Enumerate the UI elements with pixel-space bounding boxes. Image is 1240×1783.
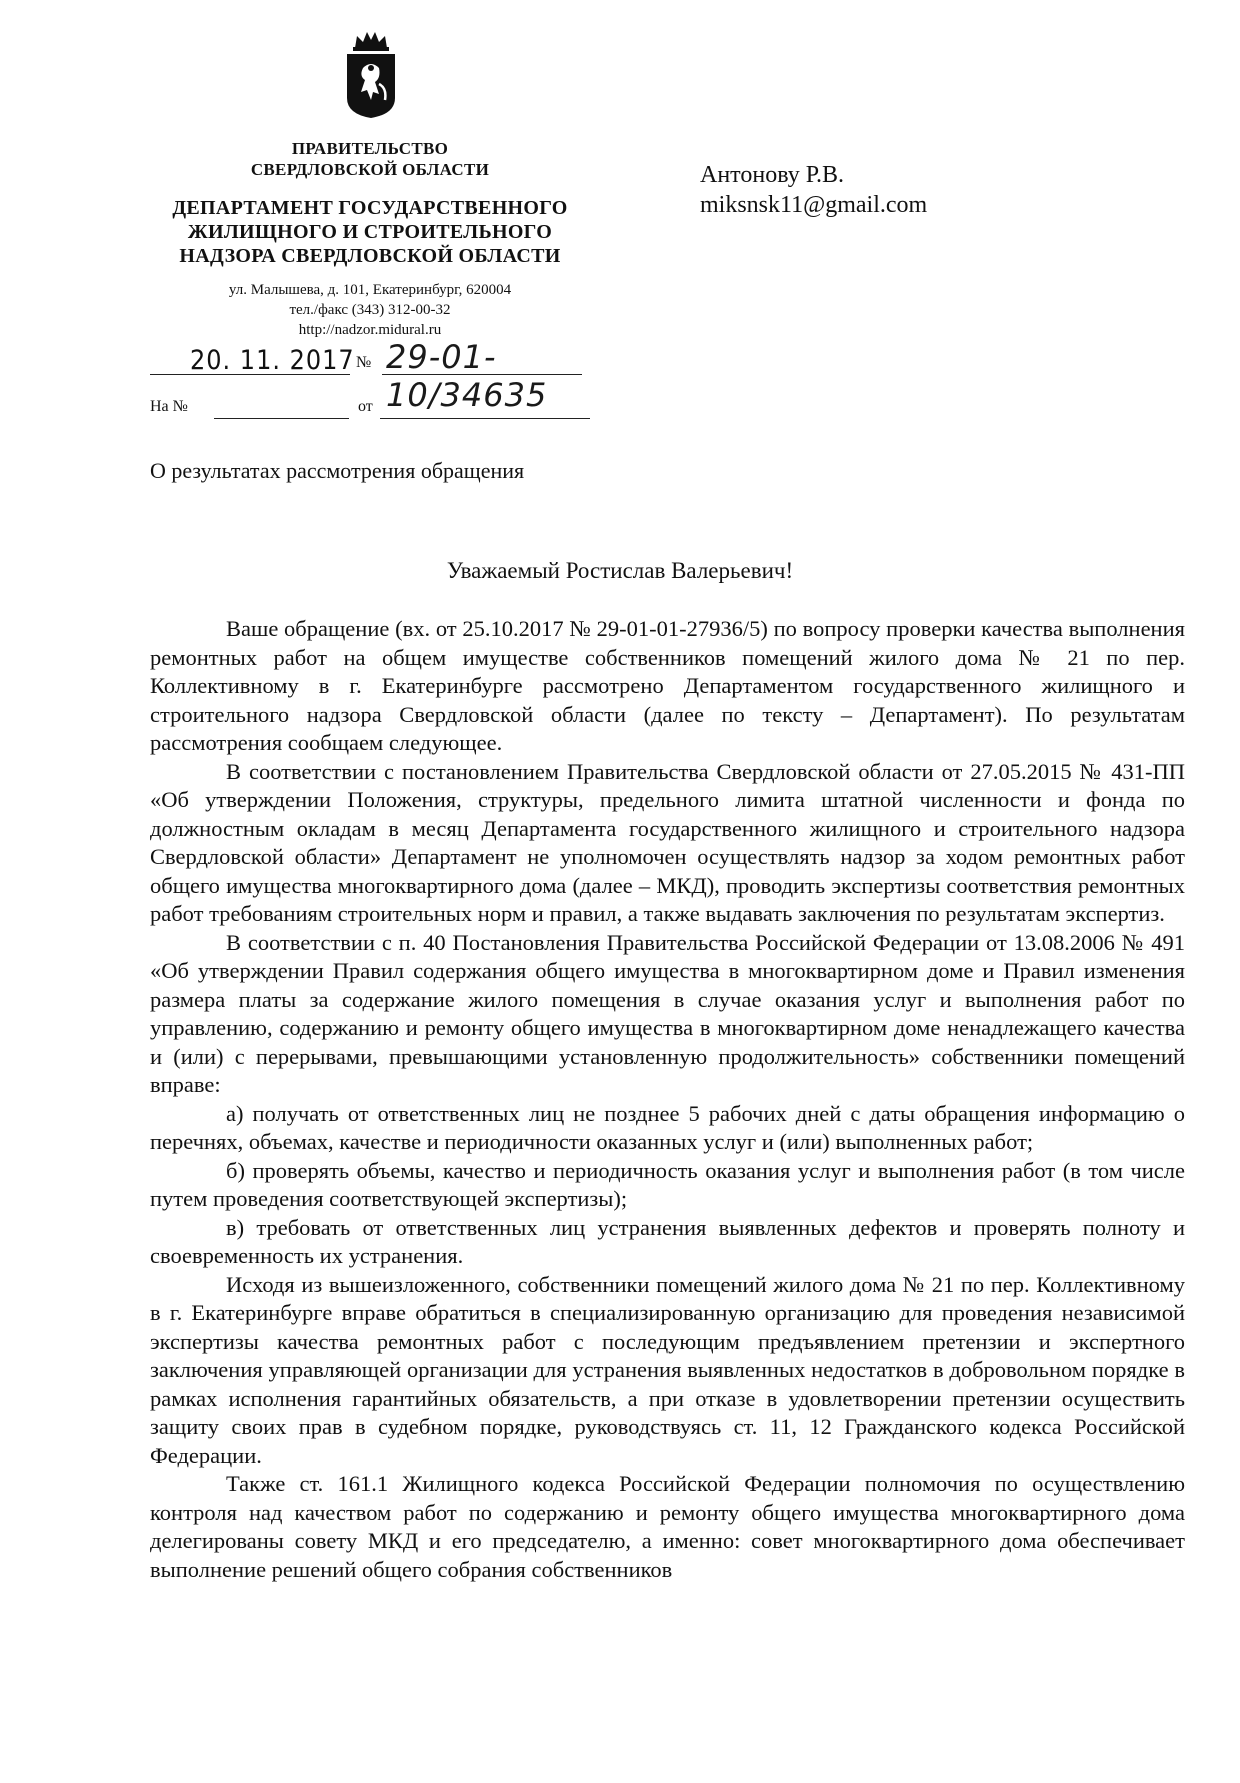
coat-of-arms-icon <box>343 28 399 120</box>
recipient-name: Антонову Р.В. <box>700 162 845 188</box>
reply-reference <box>150 392 590 422</box>
body-paragraph: Ваше обращение (вх. от 25.10.2017 № 29-01-01-27936/5) по вопросу проверки качества выполнения ремонтных работ на общем имуществе собственников помещений жилого дома № 21 по пер. Коллективному в г. Екатеринбурге рассмотрено Департаментом государственного жилищного и строительного надзора Свердловской области (далее по тексту – Департамент). По результатам рассмотрения сообщаем следующее. <box>150 616 1185 755</box>
government-title <box>130 138 610 180</box>
body-paragraph: а) получать от ответственных лиц не позднее 5 рабочих дней с даты обращения информацию о перечнях, объемах, качестве и периодичности оказанных услуг и (или) выполненных работ; <box>150 1100 1185 1154</box>
website-line: http://nadzor.midural.ru <box>298 322 442 338</box>
salutation: Уважаемый Ростислав Валерьевич! <box>446 558 794 583</box>
body-paragraph: Также ст. 161.1 Жилищного кодекса Российской Федерации полномочия по осуществлению контроля над качеством работ по содержанию и ремонту общего имущества многоквартирного дома делегированы совету МКД и его председателю, а именно: совет многоквартирного дома обеспечивает выполнение решений общего собрания собственников <box>150 1471 1185 1582</box>
phone-line: тел./факс (343) 312-00-32 <box>289 302 451 318</box>
letter-subject: О результатах рассмотрения обращения <box>150 458 525 483</box>
department-line: ДЕПАРТАМЕНТ ГОСУДАРСТВЕННОГО <box>172 197 568 219</box>
body-paragraph: в) требовать от ответственных лиц устранения выявленных дефектов и проверять полноту и своевременность их устранения. <box>150 1214 1185 1268</box>
body-paragraph: б) проверять объемы, качество и периодичность оказания услуг и выполнения работ (в том числе путем проведения соответствующей экспертизы); <box>150 1157 1185 1211</box>
number-sign: № <box>356 354 372 371</box>
government-line: СВЕРДЛОВСКОЙ ОБЛАСТИ <box>250 160 490 179</box>
body-paragraph: Исходя из вышеизложенного, собственники помещений жилого дома № 21 по пер. Коллективному в г. Екатеринбурге вправе обратиться в специализированную организацию для проведения независимой экспертизы качества ремонтных работ с последующим предъявлением претензии и экспертного заключения управляющей организации для устранения выявленных недостатков в добровольном порядке в рамках исполнения гарантийных обязательств, а при отказе в удовлетворении претензии осуществить защиту своих прав в судебном порядке, руководствуясь ст. 11, 12 Гражданского кодекса Российской Федерации. <box>150 1271 1185 1468</box>
department-title <box>130 196 610 268</box>
recipient-block <box>700 160 927 220</box>
outgoing-date: 20. 11. 2017 <box>190 344 355 376</box>
outgoing-number: 29-01-10/34635 <box>386 338 548 414</box>
body-paragraph: В соответствии с п. 40 Постановления Правительства Российской Федерации от 13.08.2006 № 491 «Об утверждении Правил содержания общего имущества в многоквартирном доме и Правил изменения размера платы за содержание жилого помещения в случае оказания услуг и выполнения работ по управлению, содержанию и ремонту общего имущества в многоквартирном доме ненадлежащего качества и (или) с перерывами, превышающими установленную продолжительность» собственники помещений вправе: <box>150 929 1185 1097</box>
reply-number-blank <box>214 418 349 419</box>
department-line: ЖИЛИЩНОГО И СТРОИТЕЛЬНОГО <box>187 221 553 243</box>
department-line: НАДЗОРА СВЕРДЛОВСКОЙ ОБЛАСТИ <box>179 245 561 267</box>
address-line: ул. Малышева, д. 101, Екатеринбург, 620004 <box>228 282 512 298</box>
reply-from-blank <box>380 418 590 419</box>
body-paragraph: В соответствии с постановлением Правительства Свердловской области от 27.05.2015 № 431-ПП «Об утверждении Положения, структуры, предельного лимита штатной численности и фонда по должностным окладам в месяц Департамента государственного жилищного и строительного надзора Свердловской области» Департамент не уполномочен осуществлять надзор за ходом ремонтных работ общего имущества многоквартирного дома (далее – МКД), проводить экспертизы соответствия ремонтных работ требованиям строительных норм и правил, а также выдавать заключения по результатам экспертиз. <box>150 758 1185 926</box>
department-address <box>130 280 610 340</box>
letter-body <box>150 615 1185 1584</box>
recipient-email: miksnsk11@gmail.com <box>700 192 928 218</box>
reply-from-label: от <box>358 398 373 415</box>
number-underline <box>382 374 582 375</box>
date-underline <box>150 374 350 375</box>
government-line: ПРАВИТЕЛЬСТВО <box>291 139 449 158</box>
reply-number-label: На № <box>150 398 188 415</box>
